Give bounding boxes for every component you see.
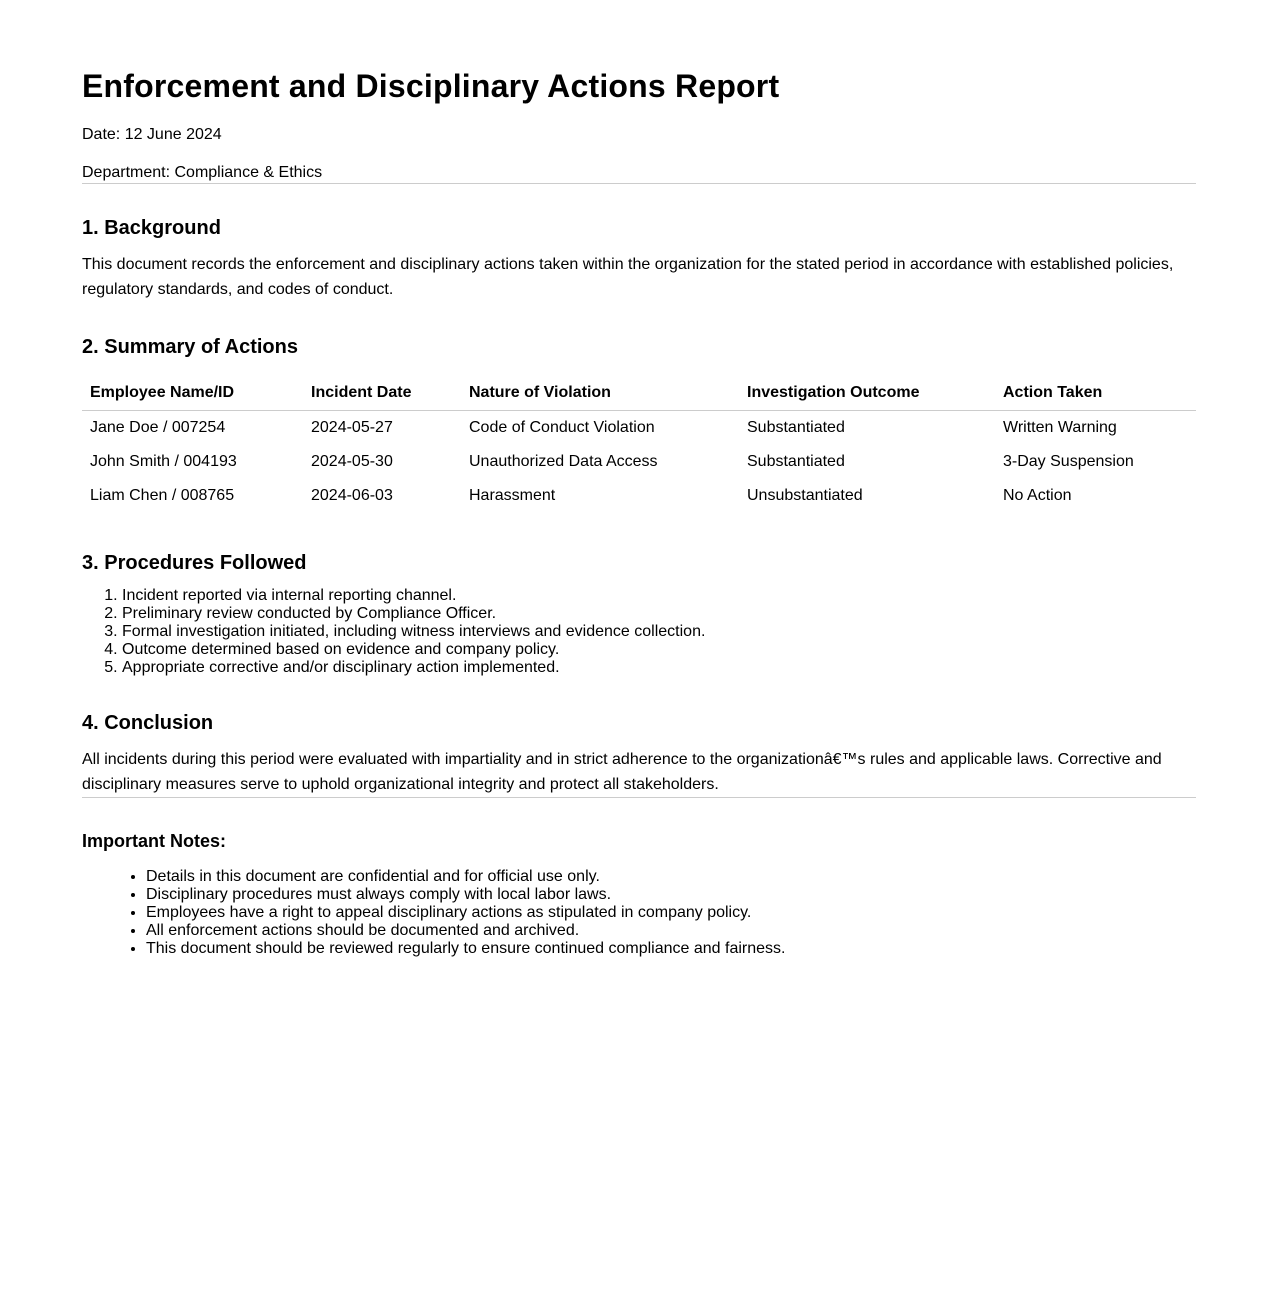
conclusion-heading: 4. Conclusion [82,712,214,734]
summary-heading: 2. Summary of Actions [82,336,298,358]
procedures-heading: 3. Procedures Followed [82,552,307,574]
list-item: 3. Formal investigation initiated, including witness interviews and evidence collection. [122,623,1196,641]
report-date: Date: 12 June 2024 [82,126,222,143]
cell-incident-date: 2024-05-27 [311,419,393,436]
column-header-incident-date: Incident Date [303,379,461,411]
report-department: Department: Compliance & Ethics [82,164,323,181]
cell-violation: Harassment [469,487,556,504]
column-header-violation: Nature of Violation [461,379,739,411]
background-text: This document records the enforcement and disciplinary actions taken within the organization for the stated period in accordance with established policies, regulatory standards, and codes of conduct. [82,256,1174,298]
section-divider [82,183,1196,184]
cell-violation: Code of Conduct Violation [469,419,655,436]
column-header-outcome: Investigation Outcome [739,379,995,411]
list-item: 5. Appropriate corrective and/or disciplinary action implemented. [122,659,1196,677]
column-header-action: Action Taken [995,379,1196,411]
list-item: • Employees have a right to appeal disciplinary actions as stipulated in company policy. [146,904,1196,922]
cell-action: 3-Day Suspension [1003,453,1134,470]
list-item: 4. Outcome determined based on evidence and company policy. [122,641,1196,659]
list-item: • Details in this document are confidential and for official use only. [146,868,1196,886]
summary-table [82,379,1196,513]
table-row [82,445,1196,479]
table-row [82,479,1196,513]
table-row [82,411,1196,446]
procedures-list [82,587,1196,677]
background-heading: 1. Background [82,217,221,239]
notes-heading: Important Notes: [82,831,226,851]
list-item: 1. Incident reported via internal reporting channel. [122,587,1196,605]
cell-action: Written Warning [1003,419,1117,436]
cell-action: No Action [1003,487,1072,504]
notes-list [82,868,1196,958]
page-title: Enforcement and Disciplinary Actions Report [82,68,780,104]
list-item: • Disciplinary procedures must always comply with local labor laws. [146,886,1196,904]
list-item: • This document should be reviewed regularly to ensure continued compliance and fairness. [146,940,1196,958]
cell-outcome: Substantiated [747,419,845,436]
cell-employee: John Smith / 004193 [90,453,237,470]
column-header-employee: Employee Name/ID [82,379,303,411]
conclusion-text: All incidents during this period were evaluated with impartiality and in strict adherence to the organizationâ€™s rules and applicable laws. Corrective and disciplinary measures serve to uphold organizational integrity and protect all stakeholders. [82,751,1162,793]
cell-employee: Jane Doe / 007254 [90,419,226,436]
list-item: • All enforcement actions should be documented and archived. [146,922,1196,940]
cell-incident-date: 2024-06-03 [311,487,393,504]
cell-incident-date: 2024-05-30 [311,453,393,470]
table-header-row [82,379,1196,411]
section-divider [82,797,1196,798]
cell-outcome: Unsubstantiated [747,487,863,504]
list-item: 2. Preliminary review conducted by Compliance Officer. [122,605,1196,623]
cell-outcome: Substantiated [747,453,845,470]
cell-violation: Unauthorized Data Access [469,453,658,470]
cell-employee: Liam Chen / 008765 [90,487,235,504]
